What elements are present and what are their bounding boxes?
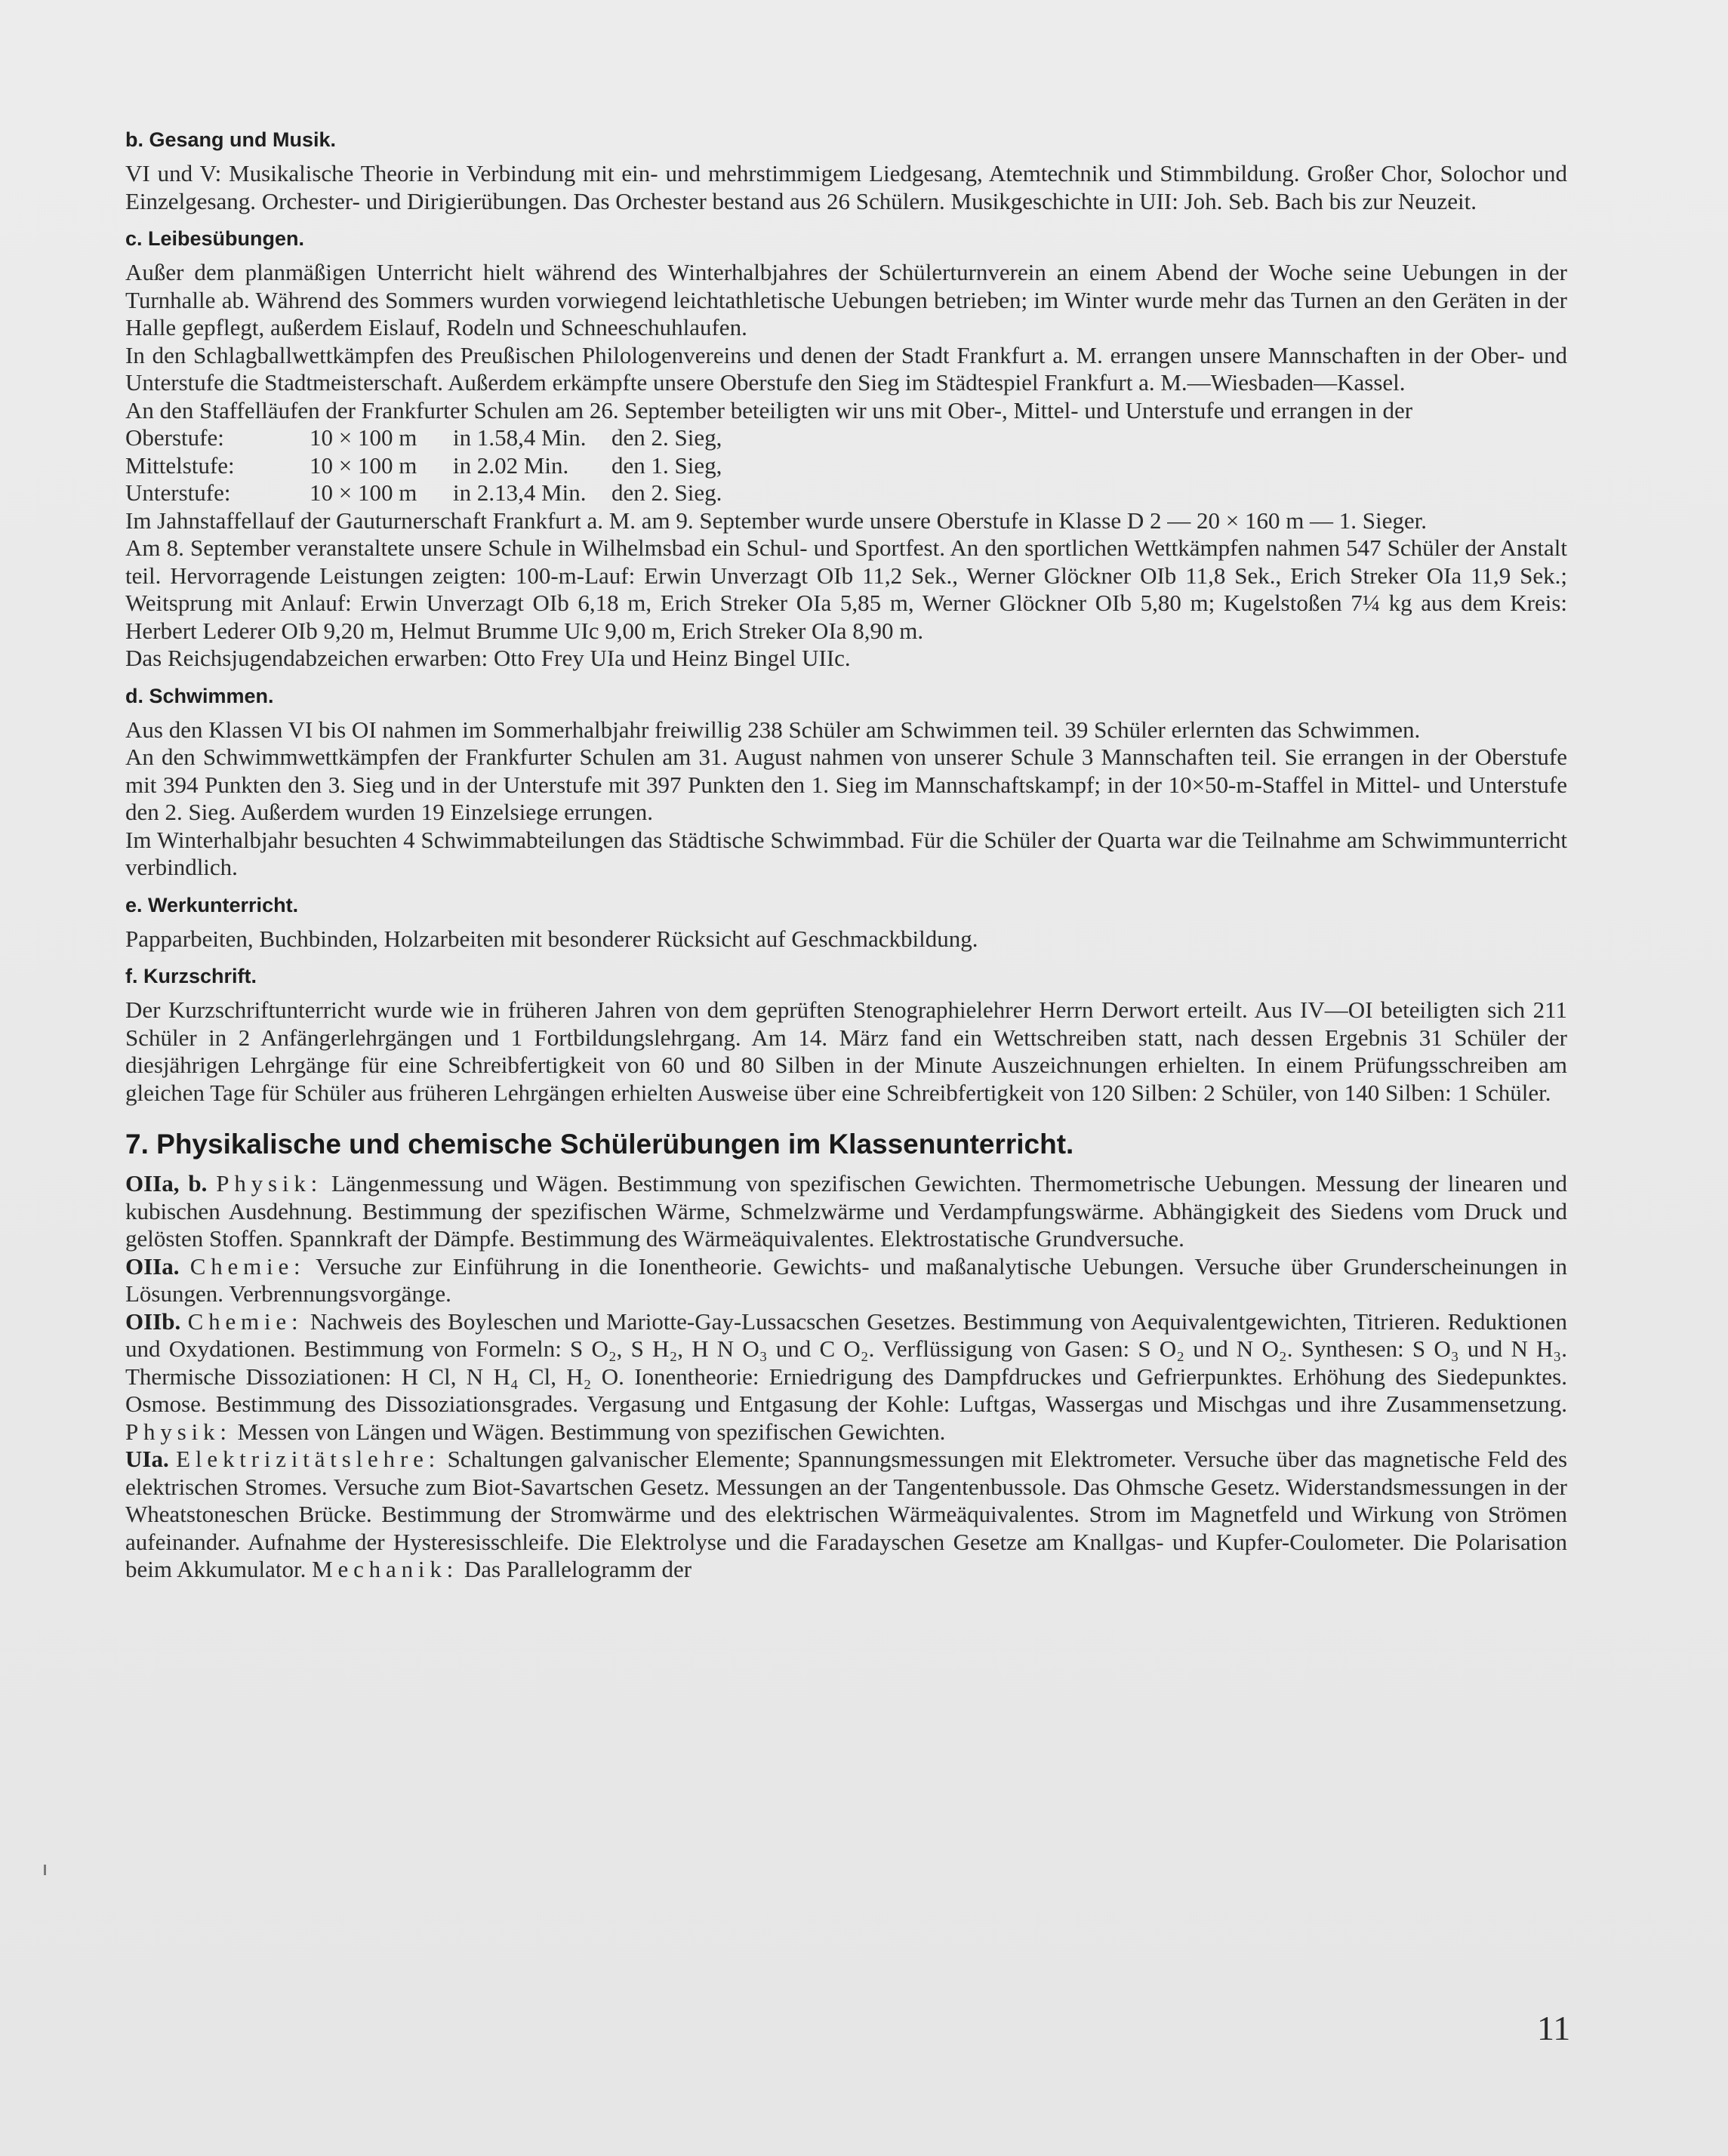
class-label: UIa.: [125, 1446, 169, 1472]
section-e-text: Papparbeiten, Buchbinden, Holzarbeiten mit besonderer Rücksicht auf Geschmackbildung.: [125, 925, 978, 952]
section-c-paragraph: Am 8. September veranstaltete unsere Schule in Wilhelmsbad ein Schul- und Sportfest. An den sportlichen Wettkämpfen nahmen 547 Schüler der Anstalt teil. Hervorragende Leistungen zeigten: 100-m-Lauf: Erwin Unverzagt OIb 11,2 Sek., Werner Glöckner OIb 11,8 Sek., Erich Streker OIa 11,9 Sek.; Weitsprung mit Anlauf: Erwin Unverzagt OIb 6,18 m, Erich Streker OIa 5,85 m, Werner Glöckner OIb 5,80 m; Kugelstoßen 7¼ kg aus dem Kreis: Herbert Lederer OIb 9,20 m, Helmut Brumme UIc 9,00 m, Erich Streker OIa 8,90 m.: [125, 534, 1567, 644]
section-f-text: Der Kurzschriftunterricht wurde wie in früheren Jahren von dem geprüften Stenographielehrer Herrn Derwort erteilt. Aus IV—OI beteiligten sich 211 Schüler in 2 Anfängerlehrgängen und 1 Fortbildungslehrgang. Am 14. März fand ein Wettschreiben statt, nach dessen Ergebnis 31 Schüler der diesjährigen Lehrgänge für eine Schreibfertigkeit von 60 und 80 Silben in der Minute Auszeichnungen erhielten. In einem Prüfungsschreiben am gleichen Tage für Schüler aus früheren Lehrgängen erhielten Ausweise über eine Schreibfertigkeit von 120 Silben: 2 Schüler, von 140 Silben: 1 Schüler.: [125, 996, 1567, 1106]
exercise-entry: [125, 1446, 1567, 1584]
exercise-text: Messen von Längen und Wägen. Bestimmung von spezifischen Gewichten.: [237, 1418, 946, 1445]
class-label: OIIa, b.: [125, 1170, 208, 1197]
section-d-paragraph: Im Winterhalbjahr besuchten 4 Schwimmabteilungen das Städtische Schwimmbad. Für die Schüler der Quarta war die Teilnahme am Schwimmunterricht verbindlich.: [125, 826, 1567, 880]
result-place: den 1. Sieg,: [611, 451, 722, 479]
exercise-text: Nachweis des Boyleschen und Mariotte-Gay-Lussacschen Gesetzes. Bestimmung von Aequivalentgewichten, Titrieren. Reduktionen und Oxydationen. Bestimmung von Formeln: S O₂, S H₂, H N O₃ und C O₂. Verflüssigung von Gasen: S O₂ und N O₂. Synthesen: S O₃ und N H₃. Thermische Dissoziationen: H Cl, N H₄ Cl, H₂ O. Ionentheorie: Erniedrigung des Dampfdruckes und Gefrierpunktes. Erhöhung des Siedepunktes. Osmose. Bestimmung des Dissoziationsgrades. Vergasung und Entgasung der Kohle: Luftgas, Wassergas und Mischgas und ihre Zusammensetzung.: [125, 1307, 1567, 1417]
page-number: 11: [1537, 2009, 1571, 2047]
subject-label: Elektrizitätslehre:: [176, 1446, 441, 1472]
section-c-heading: c. Leibesübungen.: [125, 227, 305, 250]
exercise-text: Schaltungen galvanischer Elemente; Spannungsmessungen mit Elektrometer. Versuche über das magnetische Feld des elektrischen Stromes. Versuche zum Biot-Savartschen Gesetz. Messungen an der Tangentenbussole. Das Ohmsche Gesetz. Widerstandsmessungen in der Wheatstoneschen Brücke. Bestimmung der Stromwärme und des elektrischen Wärmeäquivalentes. Strom im Magnetfeld und Wirkung von Strömen aufeinander. Aufnahme der Hysteresisschleife. Die Elektrolyse und die Faradayschen Gesetze am Knallgas- und Kupfer-Coulometer. Die Polarisation beim Akkumulator.: [125, 1446, 1568, 1582]
relay-result-row: [125, 452, 1567, 480]
exercise-text: Das Parallelogramm der: [464, 1556, 692, 1582]
section-e-heading: e. Werkunterricht.: [125, 893, 299, 916]
scan-mark: [44, 1865, 46, 1875]
section-b-heading: b. Gesang und Musik.: [125, 128, 337, 151]
exercise-text: Längenmessung und Wägen. Bestimmung von spezifischen Gewichten. Thermometrische Uebungen. Messung der linearen und kubischen Ausdehnung. Bestimmung der spezifischen Wärme, Schmelzwärme und Verdampfungswärme. Abhängigkeit des Siedens vom Druck und gelösten Stoffen. Spannkraft der Dämpfe. Bestimmung des Wärmeäquivalentes. Elektrostatische Grundversuche.: [125, 1170, 1568, 1252]
result-time: in 2.02 Min.: [453, 451, 569, 479]
section-c-paragraph: Außer dem planmäßigen Unterricht hielt während des Winterhalbjahres der Schülerturnverein an einem Abend der Woche seine Uebungen in der Turnhalle ab. Während des Sommers wurden vorwiegend leichtathletische Uebungen betrieben; im Winter wurde mehr das Turnen an den Geräten in der Halle gepflegt, außerdem Eislauf, Rodeln und Schneeschuhlaufen.: [125, 259, 1567, 340]
section-d-paragraph: Aus den Klassen VI bis OI nahmen im Sommerhalbjahr freiwillig 238 Schüler am Schwimmen teil. 39 Schüler erlernten das Schwimmen.: [125, 716, 1421, 743]
section-c-paragraph: Im Jahnstaffellauf der Gauturnerschaft Frankfurt a. M. am 9. September wurde unsere Oberstufe in Klasse D 2 — 20 × 160 m — 1. Sieger.: [125, 507, 1428, 534]
result-relay: 10 × 100 m: [310, 451, 417, 479]
result-place: den 2. Sieg,: [611, 424, 722, 451]
result-relay: 10 × 100 m: [310, 424, 417, 451]
relay-result-row: [125, 479, 1567, 507]
subject-label: Physik:: [216, 1170, 323, 1197]
exercise-entry: [125, 1170, 1567, 1253]
subject-label: Chemie:: [189, 1252, 306, 1280]
exercise-entry: [125, 1253, 1567, 1308]
section-d-heading: d. Schwimmen.: [125, 684, 274, 707]
class-label: OIIb.: [125, 1307, 181, 1335]
section-d-paragraph: An den Schwimmwettkämpfen der Frankfurter Schulen am 31. August nahmen von unserer Schule 3 Mannschaften teil. Sie errangen in der Oberstufe mit 394 Punkten den 3. Sieg und in der Unterstufe mit 397 Punkten den 1. Sieg im Mannschaftskampf; in der 10×50-m-Staffel in Mittel- und Unterstufe den 2. Sieg. Außerdem wurden 19 Einzelsiege errungen.: [125, 744, 1567, 825]
subject-label: Chemie:: [187, 1307, 303, 1335]
result-time: in 1.58,4 Min.: [453, 424, 587, 451]
class-label: OIIa.: [125, 1252, 180, 1280]
exercise-text: Versuche zur Einführung in die Ionentheorie. Gewichts- und maßanalytische Uebungen. Versuche über Grunderscheinungen in Lösungen. Verbrennungsvorgänge.: [125, 1252, 1568, 1307]
section-c-paragraph: Das Reichsjugendabzeichen erwarben: Otto Frey UIa und Heinz Bingel UIIc.: [125, 645, 851, 671]
result-place: den 2. Sieg.: [611, 479, 722, 506]
subject-label: Mechanik:: [312, 1556, 459, 1582]
result-time: in 2.13,4 Min.: [453, 479, 587, 506]
section-c-paragraph: An den Staffelläufen der Frankfurter Schulen am 26. September beteiligten wir uns mit Ober-, Mittel- und Unterstufe und errangen in der: [125, 396, 1413, 424]
section-f-heading: f. Kurzschrift.: [125, 965, 257, 987]
text-column: [125, 127, 1567, 1584]
exercise-entry: [125, 1308, 1567, 1446]
relay-result-row: [125, 424, 1567, 452]
result-relay: 10 × 100 m: [310, 479, 417, 506]
result-level: Oberstufe:: [125, 424, 224, 451]
result-level: Mittelstufe:: [125, 451, 235, 479]
relay-results: [125, 424, 1567, 507]
result-level: Unterstufe:: [125, 479, 231, 506]
subject-label: Physik:: [125, 1418, 232, 1445]
section-c-paragraph: In den Schlagballwettkämpfen des Preußischen Philologenvereins und denen der Stadt Frankfurt a. M. errangen unsere Mannschaften in der Ober- und Unterstufe die Stadtmeisterschaft. Außerdem erkämpfte unsere Oberstufe den Sieg im Städtespiel Frankfurt a. M.—Wiesbaden—Kassel.: [125, 341, 1567, 396]
section-7-heading: 7. Physikalische und chemische Schülerübungen im Klassenunterricht.: [125, 1129, 1074, 1160]
section-b-text: VI und V: Musikalische Theorie in Verbindung mit ein- und mehrstimmigem Liedgesang, Atemtechnik und Stimmbildung. Großer Chor, Solochor und Einzelgesang. Orchester- und Dirigierübungen. Das Orchester bestand aus 26 Schülern. Musikgeschichte in UII: Joh. Seb. Bach bis zur Neuzeit.: [125, 160, 1567, 214]
